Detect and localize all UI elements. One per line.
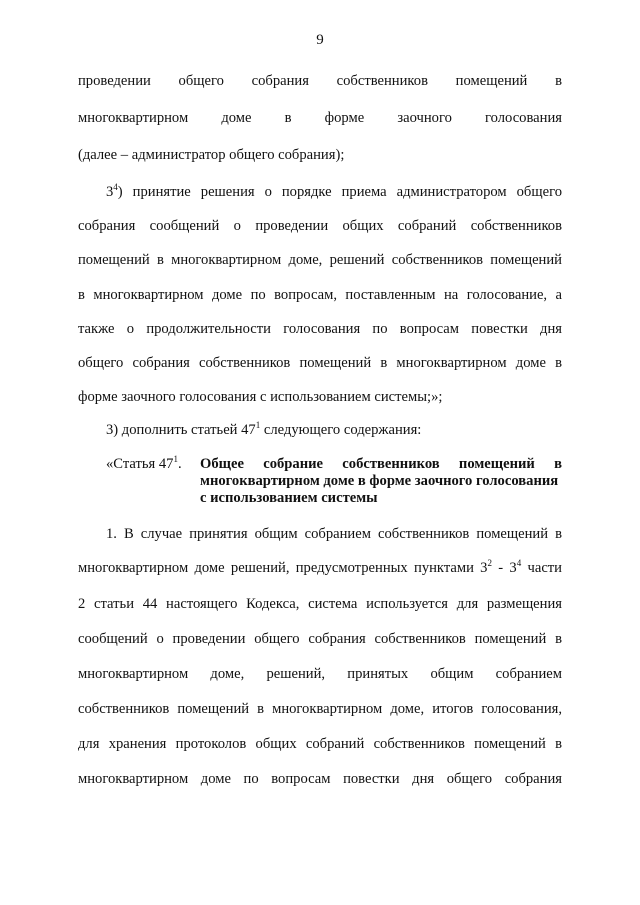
- amendment-superscript: 1: [255, 420, 261, 431]
- text-line: сообщений о проведении общего собрания собственников помещений в: [78, 631, 562, 647]
- text-line: 2 статьи 44 настоящего Кодекса, система используется для размещения: [78, 596, 562, 612]
- text-line: 1. В случае принятия общим собранием собственников помещений в: [106, 526, 562, 542]
- item-superscript: 4: [113, 182, 118, 193]
- text-line: многоквартирном доме в форме заочного голосования: [78, 110, 562, 126]
- text-line: для хранения протоколов общих собраний собственников помещений в: [78, 736, 562, 752]
- article-title-line: Общее собрание собственников помещений в: [200, 456, 562, 472]
- text-line: собственников помещений в многоквартирном доме, итогов голосования,: [78, 701, 562, 717]
- page-number: 9: [316, 32, 324, 48]
- amendment-line: [106, 421, 562, 439]
- points-line: [78, 559, 562, 577]
- article-label-text: «Статья 47: [106, 456, 174, 472]
- points-range: - 3: [491, 560, 517, 576]
- points-superscript: 4: [516, 558, 522, 569]
- article-label-dot: .: [177, 456, 182, 472]
- text-line: собрания сообщений о проведении общих собраний собственников: [78, 218, 562, 234]
- article-label: [106, 456, 182, 473]
- text-line: помещений в многоквартирном доме, решений собственников помещений: [78, 252, 562, 268]
- points-text: многоквартирном доме решений, предусмотренных пунктами 3: [78, 560, 488, 576]
- text-line: общего собрания собственников помещений в многоквартирном доме в: [78, 355, 562, 371]
- points-end: части: [521, 560, 562, 576]
- item-3-4-line: [106, 183, 562, 201]
- text-line: форме заочного голосования с использованием системы;»;: [78, 389, 443, 405]
- amendment-text-start: 3) дополнить статьей 47: [106, 422, 256, 438]
- article-title-line: многоквартирном доме в форме заочного голосования: [200, 473, 559, 489]
- points-superscript: 2: [487, 558, 492, 569]
- text-line: также о продолжительности голосования по вопросам повестки дня: [78, 321, 562, 337]
- text-line: многоквартирном доме по вопросам повестки дня общего собрания: [78, 771, 562, 787]
- item-text: принятие решения о порядке приема администратором общего: [132, 184, 562, 200]
- amendment-text-end: следующего содержания:: [263, 422, 422, 438]
- article-title: [200, 456, 562, 507]
- item-bracket: ): [117, 184, 123, 200]
- item-number: 3: [106, 184, 114, 200]
- text-line: проведении общего собрания собственников помещений в: [78, 73, 562, 89]
- article-superscript: 1: [173, 454, 178, 465]
- text-line: (далее – администратор общего собрания);: [78, 147, 345, 163]
- text-line: многоквартирном доме, решений, принятых общим собранием: [78, 666, 562, 682]
- article-title-line: с использованием системы: [200, 490, 378, 506]
- text-line: в многоквартирном доме по вопросам, поставленным на голосование, а: [78, 287, 562, 303]
